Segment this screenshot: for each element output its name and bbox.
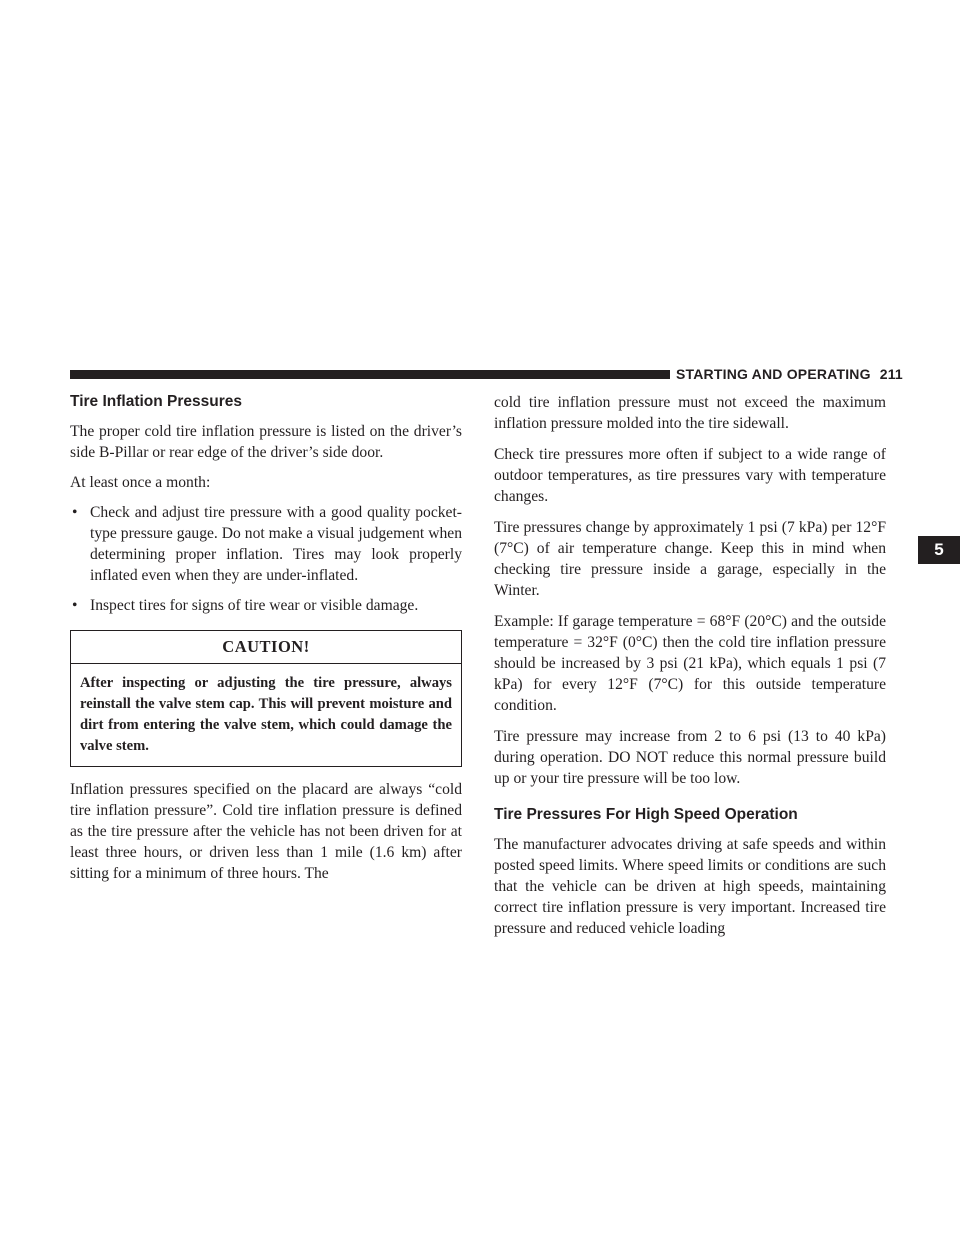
paragraph: Tire pressure may increase from 2 to 6 psi (13 to 40 kPa) during operation. DO NOT reduce this normal pressure build up or your tire pressure will be too low. <box>494 728 886 787</box>
paragraph: Inflation pressures specified on the placard are always “cold tire inflation pressure”. Cold tire inflation pressure is defined as the tire pressure after the vehicle has not been driven for at least three hours, or driven less than 1 mile (1.6 km) after sitting for a minimum of three hours. The <box>70 781 462 882</box>
bullet-item <box>70 502 462 586</box>
caution-title: CAUTION! <box>71 631 461 664</box>
bullet-text: Check and adjust tire pressure with a good quality pocket-type pressure gauge. Do not make a visual judgement when determining proper inflation. Tires may look properly inflated even when they are under-inflated. <box>90 504 462 584</box>
bullet-text: Inspect tires for signs of tire wear or visible damage. <box>90 597 419 614</box>
bullet-icon: • <box>72 597 78 614</box>
paragraph: At least once a month: <box>70 474 211 491</box>
bullet-icon: • <box>72 504 78 521</box>
section-title: STARTING AND OPERATING <box>676 366 871 382</box>
section-heading: Tire Inflation Pressures <box>70 393 242 410</box>
paragraph: cold tire inflation pressure must not exceed the maximum inflation pressure molded into the tire sidewall. <box>494 394 886 432</box>
left-column <box>70 392 462 893</box>
header-rule <box>70 370 670 379</box>
paragraph: Tire pressures change by approximately 1 psi (7 kPa) per 12°F (7°C) of air temperature change. Keep this in mind when checking tire pressure inside a garage, especially in the Winter. <box>494 519 886 599</box>
caution-box <box>70 630 462 767</box>
right-column <box>494 392 886 949</box>
chapter-tab: 5 <box>918 536 960 564</box>
section-heading: Tire Pressures For High Speed Operation <box>494 806 798 823</box>
paragraph: The proper cold tire inflation pressure is listed on the driver’s side B-Pillar or rear edge of the driver’s side door. <box>70 423 462 461</box>
paragraph: Example: If garage temperature = 68°F (20°C) and the outside temperature = 32°F (0°C) then the cold tire inflation pressure should be increased by 3 psi (21 kPa), which equals 1 psi (7 kPa) for every 12°F (7°C) for this outside temperature condition. <box>494 613 886 714</box>
running-header <box>676 366 903 382</box>
paragraph: Check tire pressures more often if subject to a wide range of outdoor temperatures, as tire pressures vary with temperature changes. <box>494 446 886 505</box>
caution-text: After inspecting or adjusting the tire pressure, always reinstall the valve stem cap. This will prevent moisture and dirt from entering the valve stem, which could damage the valve stem. <box>80 675 452 754</box>
page-number: 211 <box>879 366 903 382</box>
bullet-item <box>70 595 462 616</box>
paragraph: The manufacturer advocates driving at safe speeds and within posted speed limits. Where speed limits or conditions are such that the vehicle can be driven at high speeds, maintaining correct tire inflation pressure is very important. Increased tire pressure and reduced vehicle loading <box>494 836 886 937</box>
